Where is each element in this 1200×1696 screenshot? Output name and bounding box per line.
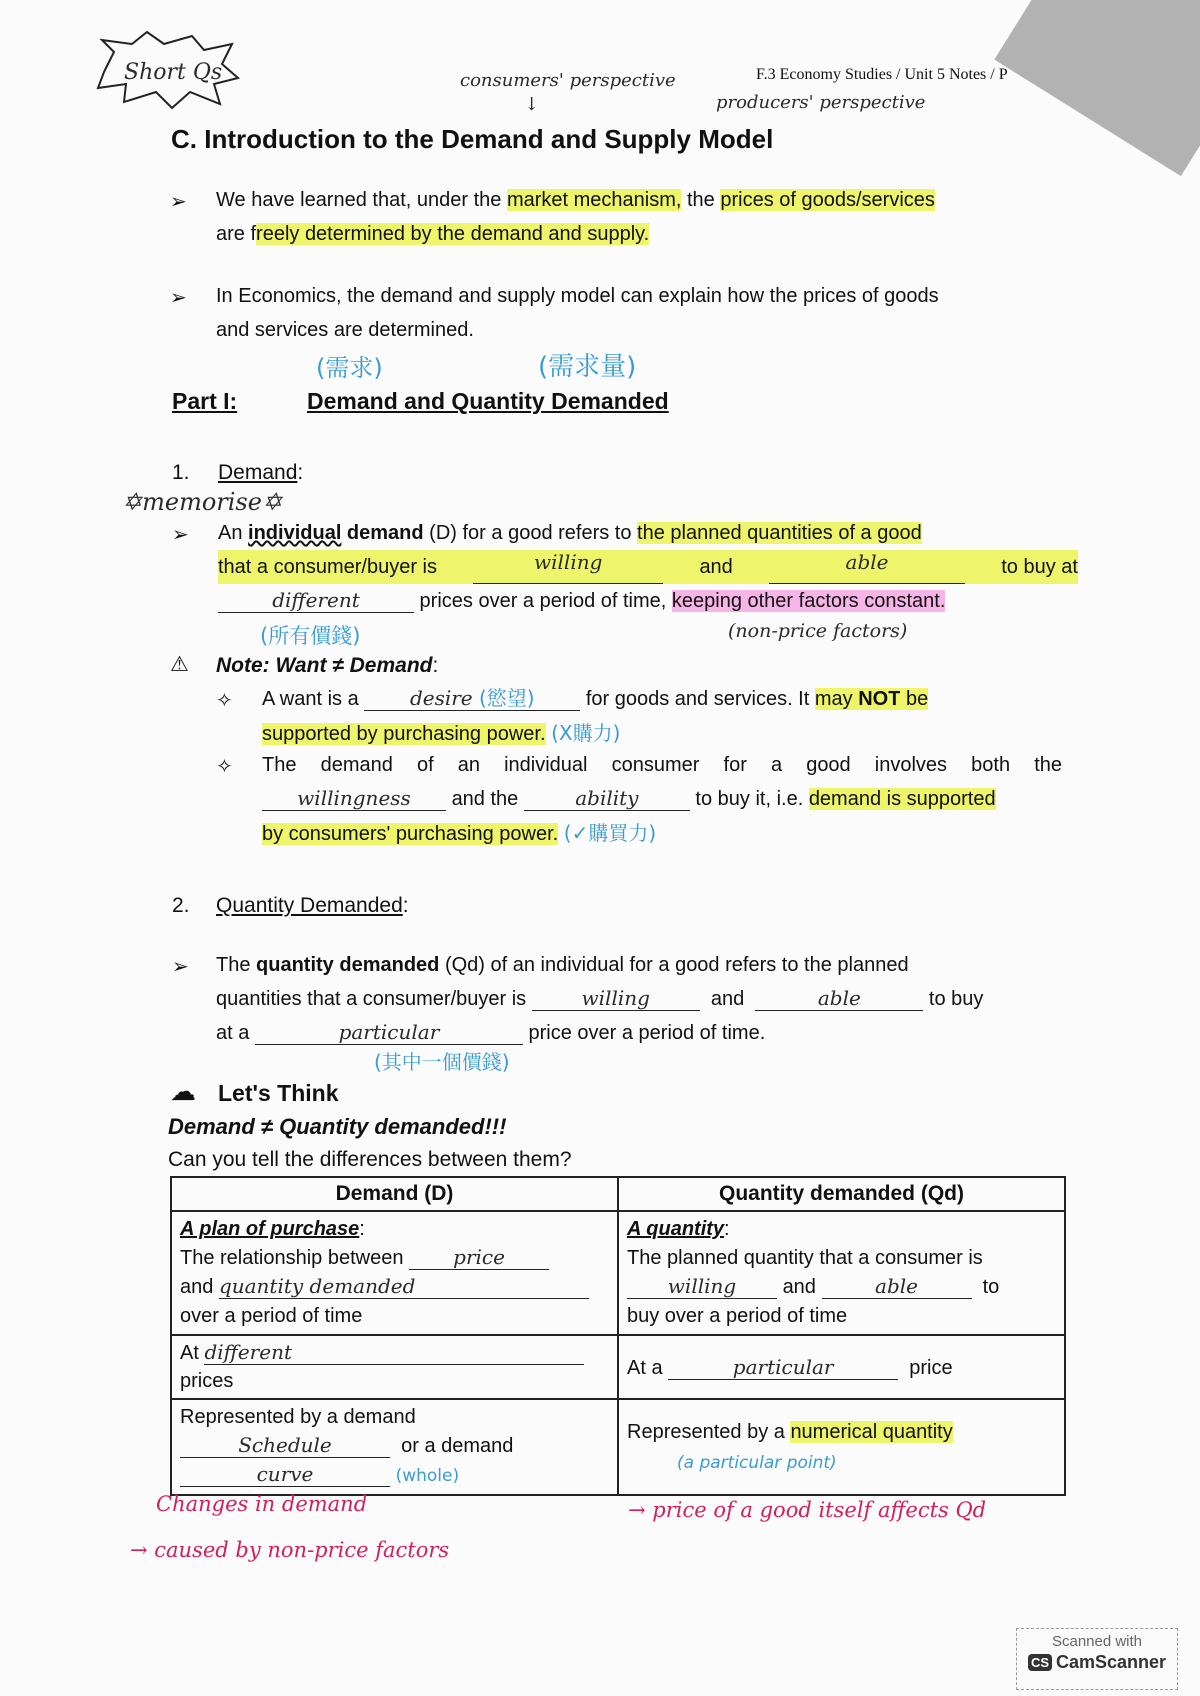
blank-willing-table: willing [627, 1274, 777, 1299]
camscanner-logo: CS [1028, 1654, 1052, 1671]
qd-heading-number: 2. [172, 894, 190, 917]
part-label: Part I: [172, 388, 238, 414]
blank-price: price [409, 1245, 549, 1270]
cn-qd-note: (需求量) [538, 352, 637, 382]
price-affects-qd-note: → price of a good itself affects Qd [628, 1498, 987, 1522]
warning-icon: ⚠ [170, 653, 189, 676]
demand-heading-number: 1. [172, 461, 190, 484]
cn-demand-note: (需求) [316, 354, 383, 382]
star-icon: ✡ [261, 488, 283, 516]
part-title: Demand and Quantity Demanded [307, 388, 669, 414]
down-arrow-note: ↓ [524, 94, 540, 115]
bullet-arrow-icon: ➢ [170, 287, 187, 309]
think-subtitle: Demand ≠ Quantity demanded!!! [168, 1114, 507, 1139]
blank-willingness: willingness [262, 786, 446, 811]
table-cell: Represented by a demand Schedule or a demand curve (whole) [171, 1399, 618, 1495]
cn-one-price-note: (其中一個價錢) [374, 1050, 510, 1074]
producers-perspective-note: producers' perspective [716, 92, 926, 113]
non-price-factors-note: (non-price factors) [728, 620, 908, 642]
blank-quantity-demanded: quantity demanded [219, 1274, 589, 1299]
scanned-with-label: Scanned with [1051, 1633, 1143, 1650]
blank-curve: curve [180, 1462, 390, 1487]
blank-willing-qd: willing [532, 986, 700, 1011]
blank-willing: willing [473, 550, 663, 584]
want-definition: A want is a desire (慾望) for goods and services. It may NOT be supported by purchasing power. (X購力) [262, 686, 929, 745]
page-title: C. Introduction to the Demand and Supply Model [171, 124, 774, 154]
blank-different: different [218, 588, 414, 613]
demand-heading: Demand: [218, 461, 304, 484]
bullet-arrow-icon: ➢ [172, 524, 189, 546]
blank-schedule: Schedule [180, 1433, 390, 1458]
lets-think-title: Let's Think [218, 1080, 339, 1106]
diamond-bullet-icon: ✧ [216, 756, 233, 778]
qd-definition: The quantity demanded (Qd) of an individual for a good refers to the planned quantities that a consumer/buyer is willing and able to buy at a particular price over a period of time. [216, 954, 984, 1044]
scan-corner-shadow [994, 0, 1200, 176]
qd-heading: Quantity Demanded: [216, 894, 409, 917]
changes-in-demand-note: Changes in demand [156, 1492, 368, 1516]
table-header-demand: Demand (D) [171, 1177, 618, 1211]
blank-able: able [769, 550, 965, 584]
consumers-perspective-note: consumers' perspective [460, 70, 676, 91]
blank-ability: ability [524, 786, 690, 811]
blank-particular: particular [255, 1020, 523, 1045]
camscanner-stamp [1016, 1628, 1178, 1690]
demand-definition: An individual demand (D) for a good refers to the planned quantities of a good that a consumer/buyer is willing and able to buy at different prices over a period of time, keeping other factors constant. [218, 522, 1078, 612]
demand-involves: The demand of an individual consumer for a good involves both the willingness and the ability to buy it, i.e. demand is supported by consumers' purchasing power. (✓購買力) [262, 754, 1062, 845]
camscanner-brand: CamScanner [1056, 1652, 1167, 1672]
cn-all-prices-note: (所有價錢) [260, 624, 361, 648]
star-icon: ✡ [122, 488, 143, 516]
blank-able-table: able [822, 1274, 972, 1299]
blank-able-qd: able [755, 986, 923, 1011]
caused-by-note: → caused by non-price factors [130, 1538, 450, 1562]
table-cell: A plan of purchase: The relationship between price and quantity demanded over a period of time [171, 1211, 618, 1335]
note-heading: Note: Want ≠ Demand: [216, 654, 439, 677]
intro-bullet-1: We have learned that, under the market mechanism, the prices of goods/services are freely determined by the demand and supply. [216, 189, 935, 245]
intro-bullet-2: In Economics, the demand and supply model can explain how the prices of goods and services are determined. [216, 285, 939, 341]
table-cell: A quantity: The planned quantity that a consumer is willing and able to buy over a period of time [618, 1211, 1065, 1335]
thinking-icon: ☁ [170, 1076, 196, 1106]
bullet-arrow-icon: ➢ [170, 191, 187, 213]
short-qs-label: Short Qs [124, 60, 223, 85]
blank-particular-table: particular [668, 1355, 898, 1380]
unit-reference: F.3 Economy Studies / Unit 5 Notes / P [756, 66, 1008, 83]
diamond-bullet-icon: ✧ [216, 690, 233, 712]
bullet-arrow-icon: ➢ [172, 956, 189, 978]
memorise-note: ✡memorise✡ [122, 488, 283, 516]
think-question: Can you tell the differences between them? [168, 1148, 572, 1171]
table-cell: At different prices [171, 1335, 618, 1399]
table-cell: At a particular price [618, 1335, 1065, 1399]
table-header-qd: Quantity demanded (Qd) [618, 1177, 1065, 1211]
table-cell: Represented by a numerical quantity (a particular point) [618, 1399, 1065, 1495]
comparison-table [170, 1176, 1066, 1496]
blank-desire: desire (慾望) [364, 686, 580, 711]
blank-different-table: different [204, 1340, 584, 1365]
